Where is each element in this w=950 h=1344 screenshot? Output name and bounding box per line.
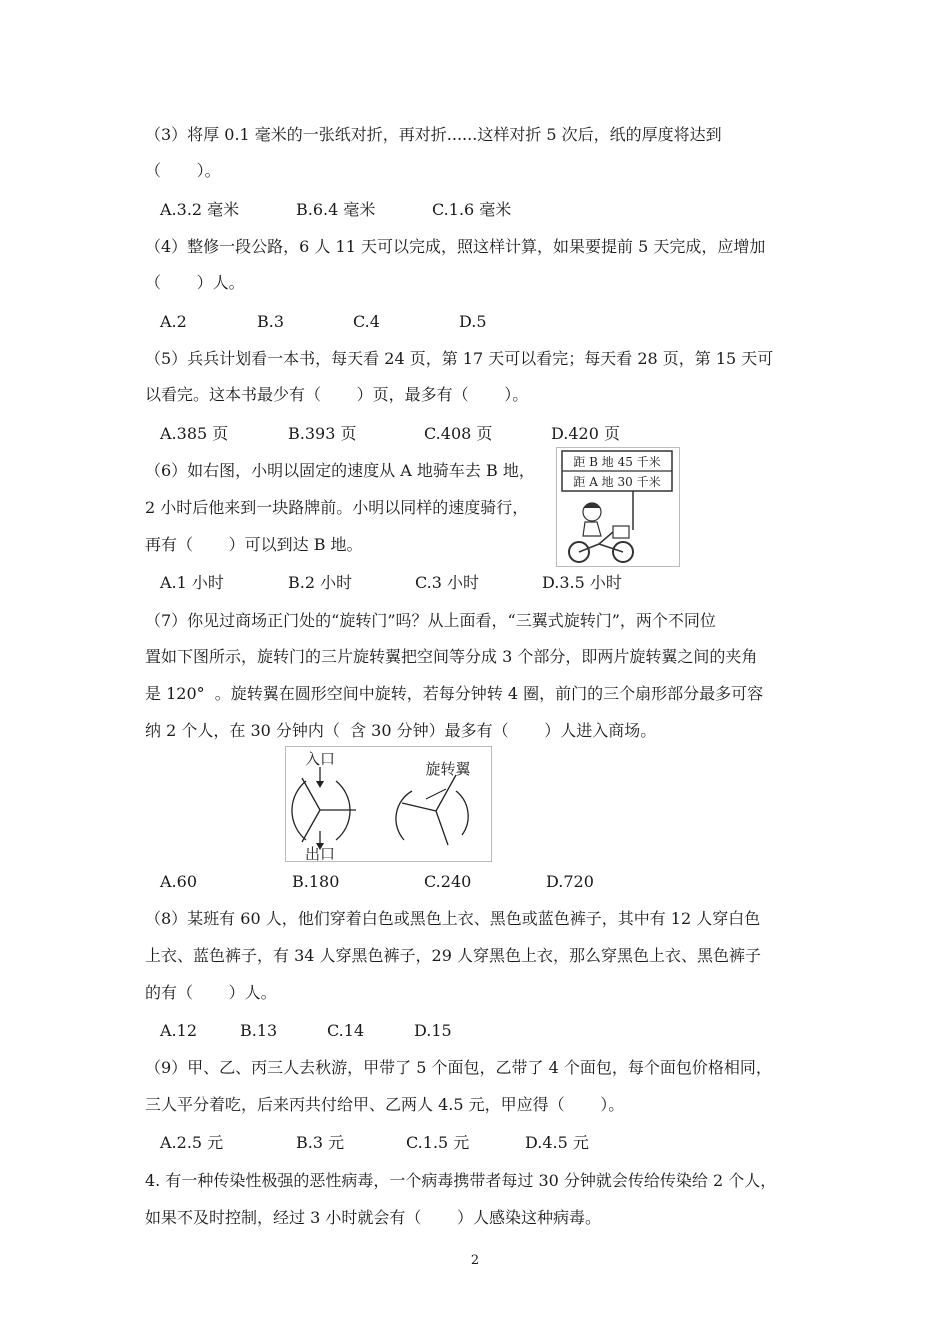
q9-text-line1: （9）甲、乙、丙三人去秋游，甲带了 5 个面包，乙带了 4 个面包，每个面包价格相同，: [145, 1058, 772, 1077]
q8-option-a: A.12: [160, 1021, 197, 1040]
q6-text-line3: 再有（ ）可以到达 B 地。: [145, 535, 363, 554]
q7-option-b: B.180: [292, 872, 340, 891]
q5-option-b: B.393 页: [288, 424, 357, 443]
q6-text-line1: （6）如右图，小明以固定的速度从 A 地骑车去 B 地，: [145, 461, 535, 480]
q3-text-line2: （ ）。: [145, 161, 221, 180]
q5-option-a: A.385 页: [160, 424, 229, 443]
q7-text-line3: 是 120° 。旋转翼在圆形空间中旋转，若每分钟转 4 圈，前门的三个扇形部分最多可容: [145, 684, 764, 703]
figure-label-wing: 旋转翼: [425, 760, 471, 778]
figure-label-exit: 出口: [304, 845, 336, 861]
road-sign-illustration: [556, 447, 680, 567]
q6-option-b: B.2 小时: [288, 573, 353, 592]
q4-option-c: C.4: [353, 312, 380, 331]
q9-option-a: A.2.5 元: [160, 1133, 224, 1152]
q6-option-a: A.1 小时: [160, 573, 224, 592]
cyclist-drawing: [557, 448, 679, 566]
q4-text-line2: （ ）人。: [145, 273, 245, 292]
q6-text-line2: 2 小时后他来到一块路牌前。小明以同样的速度骑行，: [145, 498, 529, 517]
figure-label-entry: 入口: [304, 750, 336, 768]
q3-text-line1: （3）将厚 0.1 毫米的一张纸对折，再对折......这样对折 5 次后，纸的厚度将达到: [145, 125, 722, 144]
revolving-door-drawing: [286, 747, 491, 861]
q9-option-c: C.1.5 元: [406, 1133, 470, 1152]
q4-option-d: D.5: [459, 312, 487, 331]
q8-text-line1: （8）某班有 60 人，他们穿着白色或黑色上衣、黑色或蓝色裤子，其中有 12 人穿白色: [145, 909, 761, 928]
q6-option-c: C.3 小时: [415, 573, 480, 592]
sign-text-a: 距 A 地 30 千米: [573, 475, 661, 489]
q5-text-line1: （5）兵兵计划看一本书，每天看 24 页，第 17 天可以看完；每天看 28 页，第 15 天可: [145, 349, 774, 368]
q4-option-b: B.3: [257, 312, 285, 331]
q7-text-line2: 置如下图所示，旋转门的三片旋转翼把空间等分成 3 个部分，即两片旋转翼之间的夹角: [145, 647, 758, 666]
q7-option-a: A.60: [160, 872, 197, 891]
q7-text-line4: 纳 2 个人，在 30 分钟内（ 含 30 分钟）最多有（ ）人进入商场。: [145, 721, 657, 740]
q7-option-c: C.240: [424, 872, 472, 891]
q9-text-line2: 三人平分着吃，后来丙共付给甲、乙两人 4.5 元，甲应得（ ）。: [145, 1095, 625, 1114]
q8-option-c: C.14: [327, 1021, 365, 1040]
q6-option-d: D.3.5 小时: [542, 573, 622, 592]
q8-text-line3: 的有（ ）人。: [145, 983, 277, 1002]
q10-text-line1: 4. 有一种传染性极强的恶性病毒，一个病毒携带者每过 30 分钟就会传给传染给 2 个人，: [145, 1171, 777, 1190]
q10-text-line2: 如果不及时控制，经过 3 小时就会有（ ）人感染这种病毒。: [145, 1208, 601, 1227]
q3-option-c: C.1.6 毫米: [432, 200, 512, 219]
q8-option-b: B.13: [240, 1021, 278, 1040]
q3-option-b: B.6.4 毫米: [296, 200, 376, 219]
q4-option-a: A.2: [160, 312, 187, 331]
q8-text-line2: 上衣、蓝色裤子，有 34 人穿黑色裤子，29 人穿黑色上衣，那么穿黑色上衣、黑色裤子: [145, 946, 761, 965]
q5-option-c: C.408 页: [424, 424, 493, 443]
q8-option-d: D.15: [414, 1021, 452, 1040]
q5-option-d: D.420 页: [551, 424, 620, 443]
q7-option-d: D.720: [546, 872, 594, 891]
q5-text-line2: 以看完。这本书最少有（ ）页，最多有（ ）。: [145, 385, 529, 404]
page-number: 2: [470, 1253, 480, 1268]
q3-option-a: A.3.2 毫米: [160, 200, 240, 219]
q9-option-b: B.3 元: [296, 1133, 345, 1152]
sign-text-b: 距 B 地 45 千米: [573, 455, 661, 469]
q4-text-line1: （4）整修一段公路，6 人 11 天可以完成，照这样计算，如果要提前 5 天完成，应增加: [145, 237, 766, 256]
revolving-door-figure: [285, 746, 492, 862]
q9-option-d: D.4.5 元: [525, 1133, 589, 1152]
q7-text-line1: （7）你见过商场正门处的“旋转门”吗？从上面看，“三翼式旋转门”，两个不同位: [145, 611, 716, 630]
